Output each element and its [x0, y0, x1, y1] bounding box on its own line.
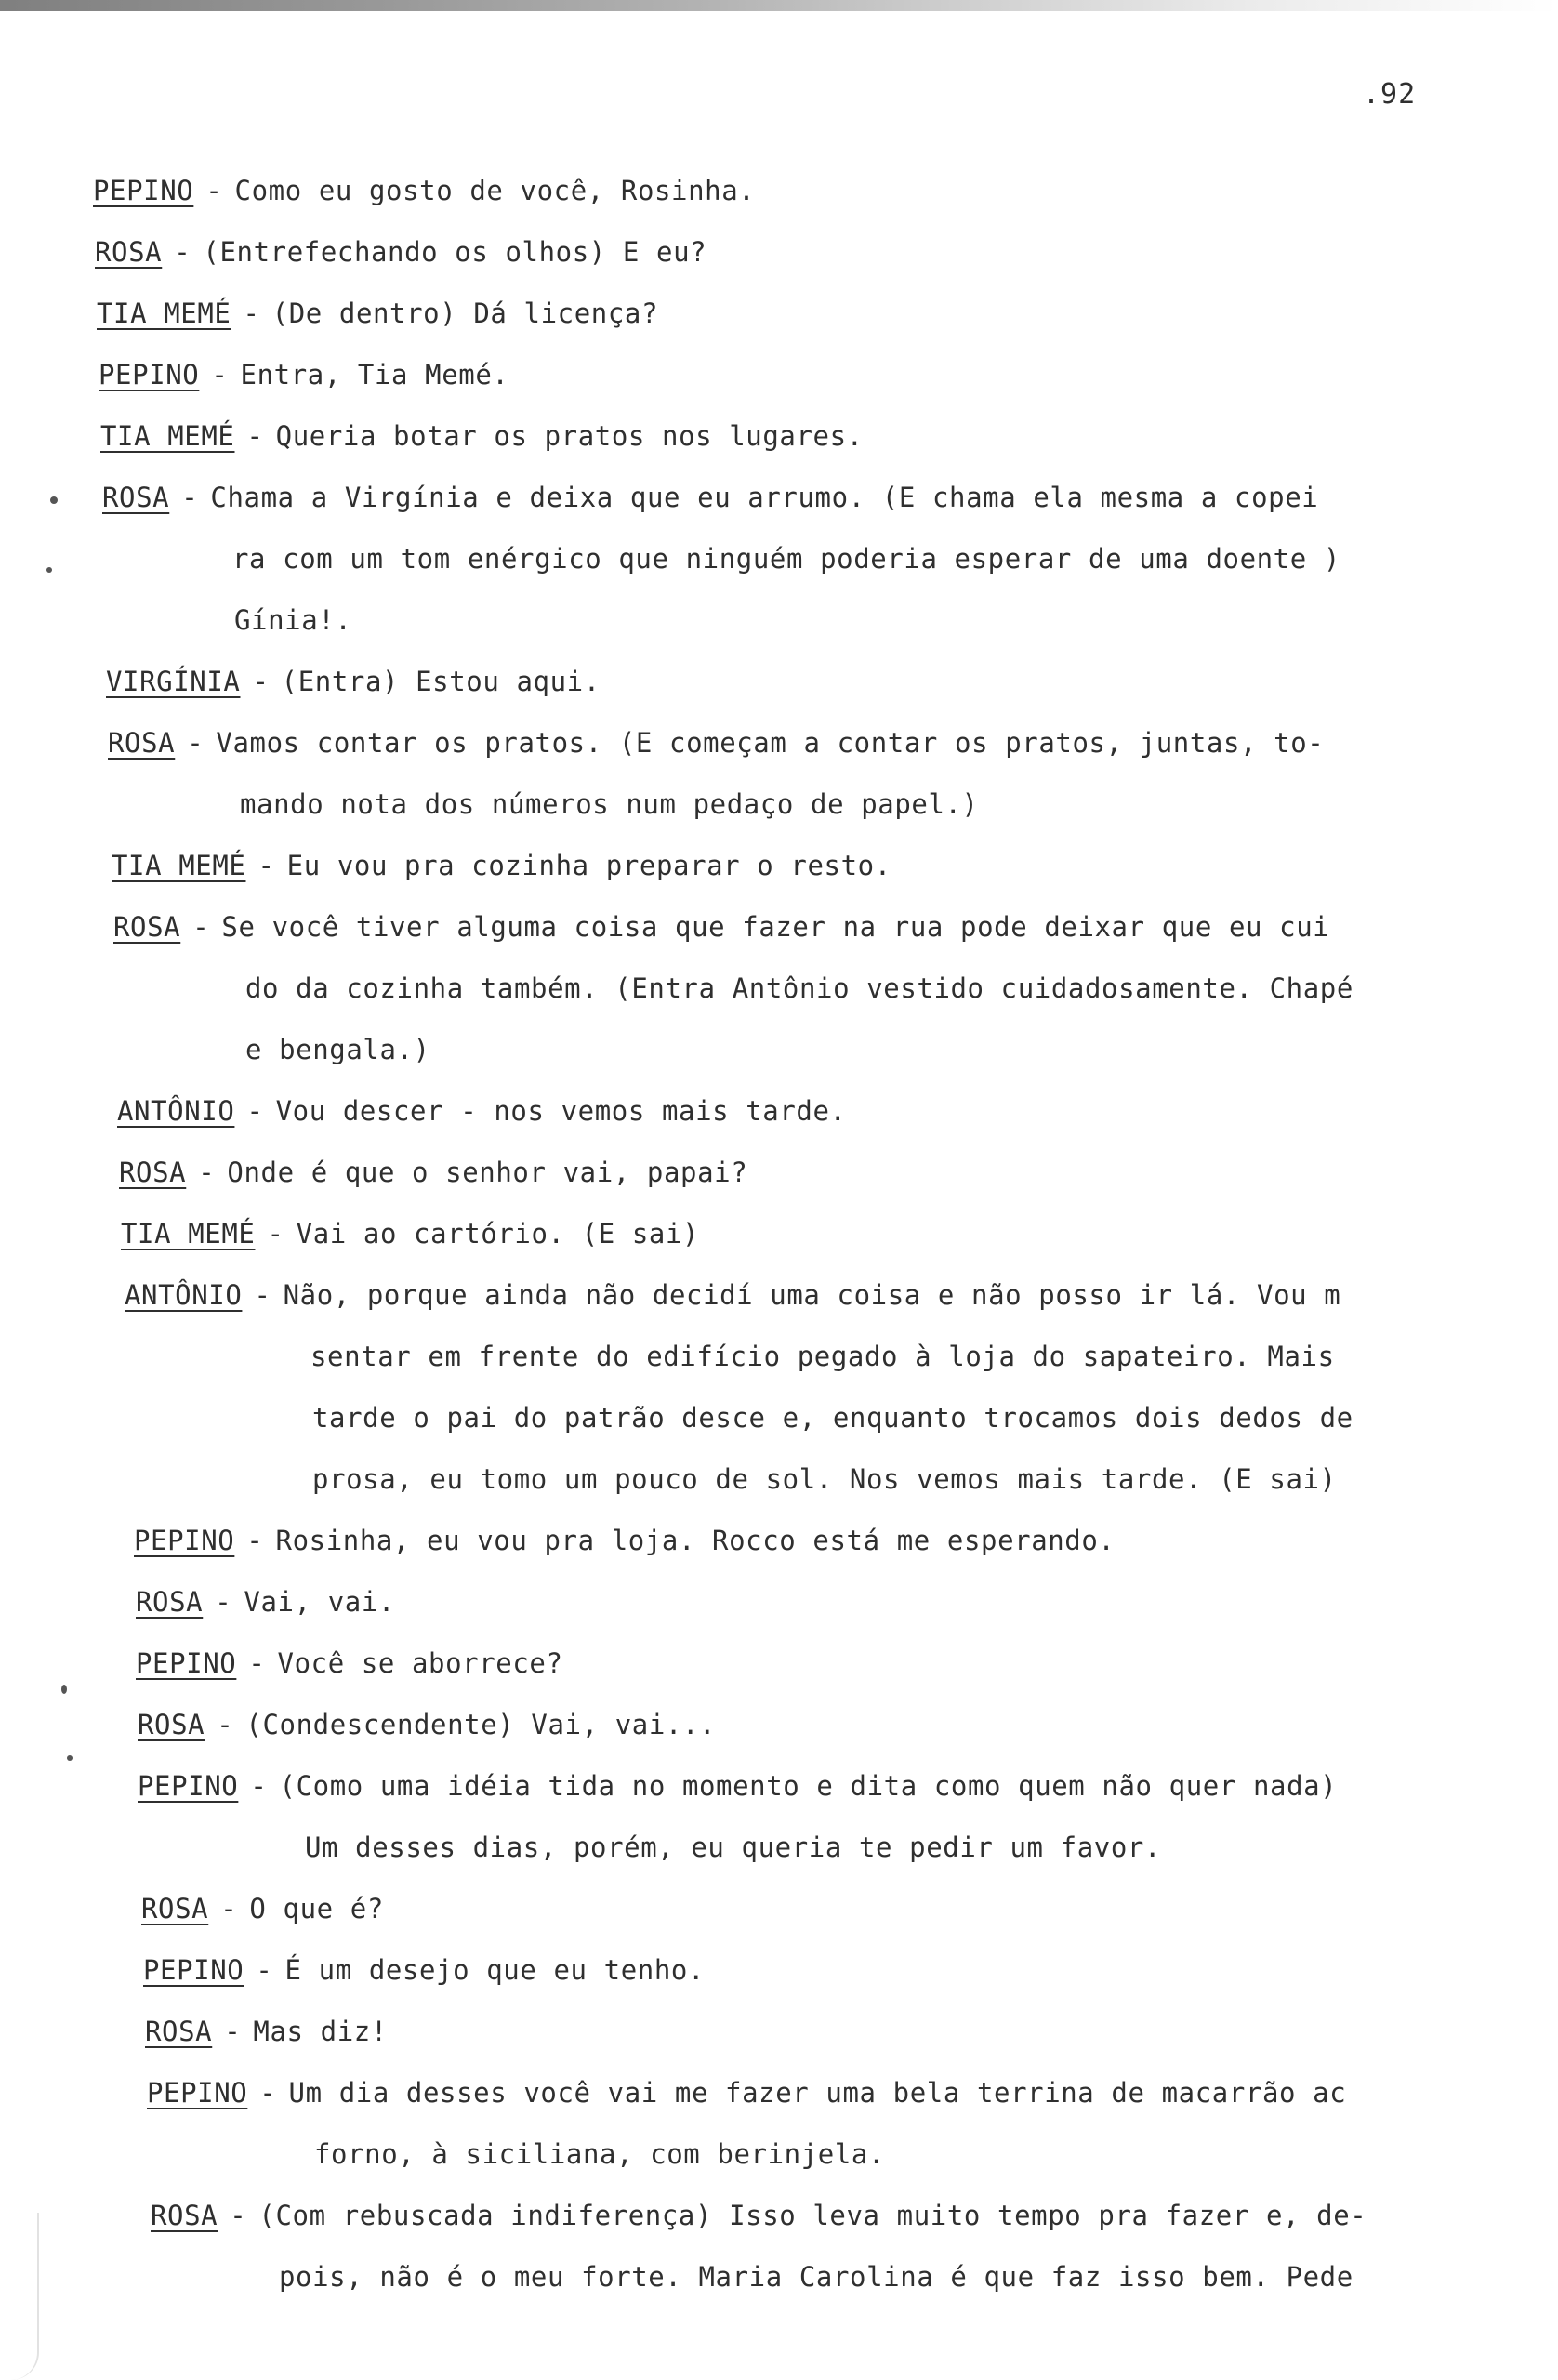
- dash: -: [248, 1647, 266, 1679]
- speaker-name: ROSA: [145, 2016, 213, 2047]
- line-text: do da cozinha também. (Entra Antônio vestido cuidadosamente. Chapé: [245, 972, 1353, 1004]
- speaker-name: PEPINO: [143, 1954, 244, 1986]
- speaker-name: ROSA: [138, 1709, 205, 1740]
- speaker-name: PEPINO: [147, 2077, 248, 2109]
- margin-mark: [46, 567, 52, 573]
- speaker-name: PEPINO: [136, 1647, 237, 1679]
- dialogue-line: [117, 1095, 847, 1127]
- line-text: Vou descer - nos vemos mais tarde.: [275, 1095, 847, 1127]
- line-text: (Entra) Estou aqui.: [281, 666, 601, 697]
- line-text: tarde o pai do patrão desce e, enquanto trocamos dois dedos de: [312, 1402, 1353, 1434]
- dash: -: [220, 1893, 238, 1924]
- dash: -: [192, 911, 210, 943]
- continuation-line: [240, 788, 979, 820]
- dialogue-line: [108, 727, 1325, 759]
- speaker-name: PEPINO: [93, 175, 194, 206]
- line-text: Queria botar os pratos nos lugares.: [275, 420, 864, 452]
- dash: -: [224, 2016, 242, 2047]
- line-text: Vamos contar os pratos. (E começam a contar os pratos, juntas, to-: [216, 727, 1325, 759]
- dialogue-line: [143, 1954, 706, 1986]
- continuation-line: [312, 1463, 1337, 1495]
- line-text: e bengala.): [245, 1034, 430, 1065]
- continuation-line: [279, 2261, 1353, 2293]
- dialogue-line: [97, 300, 658, 327]
- line-text: Gínia!.: [234, 604, 352, 636]
- continuation-line: [245, 1034, 430, 1065]
- dialogue-line: [138, 1709, 717, 1740]
- line-text: (Entrefechando os olhos) E eu?: [203, 236, 707, 268]
- line-text: sentar em frente do edifício pegado à loja do sapateiro. Mais: [310, 1341, 1335, 1372]
- continuation-line: [232, 543, 1340, 575]
- speaker-name: ROSA: [119, 1157, 187, 1188]
- line-text: Como eu gosto de você, Rosinha.: [234, 175, 756, 206]
- line-text: Não, porque ainda não decidí uma coisa e não posso ir lá. Vou m: [283, 1279, 1341, 1311]
- speaker-name: ROSA: [136, 1586, 204, 1618]
- margin-mark: [61, 1685, 67, 1694]
- line-text: (Com rebuscada indiferença) Isso leva muito tempo pra fazer e, de-: [258, 2200, 1367, 2231]
- dash: -: [267, 1218, 284, 1250]
- dash: -: [181, 482, 199, 513]
- dialogue-line: [136, 1647, 563, 1679]
- dash: -: [215, 1586, 232, 1618]
- dialogue-line: [147, 2077, 1347, 2109]
- speaker-name: ROSA: [108, 727, 176, 759]
- line-text: Você se aborrece?: [277, 1647, 563, 1679]
- dash: -: [254, 1279, 271, 1311]
- speaker-name: ROSA: [102, 482, 170, 513]
- dash: -: [246, 1095, 264, 1127]
- dash: -: [246, 420, 264, 452]
- dialogue-line: [119, 1159, 747, 1186]
- dialogue-line: [134, 1527, 1116, 1554]
- speaker-name: ROSA: [113, 911, 181, 943]
- dialogue-line: [151, 2202, 1367, 2229]
- speaker-name: ROSA: [141, 1893, 209, 1924]
- margin-scribble: [0, 2213, 39, 2380]
- page-number: .92: [1363, 78, 1417, 111]
- dash: -: [256, 1954, 273, 1986]
- margin-mark: [50, 496, 58, 504]
- line-text: prosa, eu tomo um pouco de sol. Nos vemos mais tarde. (E sai): [312, 1463, 1337, 1495]
- dialogue-line: [145, 2018, 388, 2045]
- dialogue-line: [125, 1279, 1341, 1311]
- speaker-name: PEPINO: [134, 1525, 235, 1556]
- speaker-name: ROSA: [151, 2200, 218, 2231]
- dash: -: [257, 850, 275, 881]
- continuation-line: [305, 1831, 1162, 1863]
- dash: -: [205, 175, 223, 206]
- dialogue-line: [100, 420, 864, 452]
- line-text: Eu vou pra cozinha preparar o resto.: [286, 850, 891, 881]
- line-text: mando nota dos números num pedaço de papel.): [240, 788, 979, 820]
- dialogue-line: [136, 1586, 395, 1618]
- line-text: Chama a Virgínia e deixa que eu arrumo. (E chama ela mesma a copei: [210, 482, 1319, 513]
- dialogue-line: [99, 359, 509, 390]
- speaker-name: ANTÔNIO: [117, 1095, 235, 1127]
- dash: -: [217, 1709, 234, 1740]
- line-text: pois, não é o meu forte. Maria Carolina é que faz isso bem. Pede: [279, 2261, 1353, 2293]
- speaker-name: TIA MEMÉ: [100, 420, 235, 452]
- dialogue-line: [112, 850, 891, 881]
- dash: -: [243, 298, 260, 329]
- margin-mark: [67, 1755, 73, 1761]
- speaker-name: PEPINO: [99, 359, 200, 390]
- line-text: O que é?: [249, 1893, 384, 1924]
- scan-edge: [0, 0, 1558, 11]
- line-text: Entra, Tia Memé.: [240, 359, 509, 390]
- speaker-name: ROSA: [95, 236, 163, 268]
- speaker-name: VIRGÍNIA: [106, 666, 241, 697]
- dash: -: [211, 359, 229, 390]
- dialogue-line: [102, 484, 1318, 511]
- line-text: Se você tiver alguma coisa que fazer na rua pode deixar que eu cui: [221, 911, 1330, 943]
- line-text: Mas diz!: [253, 2016, 388, 2047]
- dash: -: [250, 1770, 268, 1802]
- line-text: forno, à siciliana, com berinjela.: [314, 2138, 886, 2170]
- dash: -: [198, 1157, 216, 1188]
- continuation-line: [312, 1402, 1353, 1434]
- line-text: Vai ao cartório. (E sai): [296, 1218, 700, 1250]
- dialogue-line: [141, 1893, 384, 1924]
- dash: -: [174, 236, 191, 268]
- dialogue-line: [113, 911, 1330, 943]
- dialogue-line: [95, 236, 707, 268]
- dialogue-line: [138, 1770, 1338, 1802]
- dialogue-line: [121, 1218, 700, 1250]
- line-text: ra com um tom enérgico que ninguém poderia esperar de uma doente ): [232, 543, 1340, 575]
- line-text: Rosinha, eu vou pra loja. Rocco está me esperando.: [275, 1525, 1116, 1556]
- line-text: Um dia desses você vai me fazer uma bela terrina de macarrão ac: [288, 2077, 1347, 2109]
- speaker-name: PEPINO: [138, 1770, 239, 1802]
- line-text: Onde é que o senhor vai, papai?: [227, 1157, 748, 1188]
- speaker-name: TIA MEMÉ: [97, 298, 231, 329]
- dash: -: [187, 727, 205, 759]
- dash: -: [230, 2200, 247, 2231]
- continuation-line: [310, 1343, 1335, 1370]
- dash: -: [259, 2077, 277, 2109]
- line-text: Um desses dias, porém, eu queria te pedir um favor.: [305, 1831, 1162, 1863]
- continuation-line: [234, 604, 352, 636]
- continuation-line: [245, 972, 1353, 1004]
- line-text: (De dentro) Dá licença?: [271, 298, 659, 329]
- dash: -: [246, 1525, 264, 1556]
- line-text: Vai, vai.: [244, 1586, 395, 1618]
- speaker-name: ANTÔNIO: [125, 1279, 243, 1311]
- line-text: É um desejo que eu tenho.: [284, 1954, 706, 1986]
- dialogue-line: [106, 668, 601, 695]
- line-text: (Como uma idéia tida no momento e dita como quem não quer nada): [279, 1770, 1338, 1802]
- dash: -: [252, 666, 270, 697]
- speaker-name: TIA MEMÉ: [112, 850, 246, 881]
- dialogue-line: [93, 175, 756, 206]
- speaker-name: TIA MEMÉ: [121, 1218, 256, 1250]
- line-text: (Condescendente) Vai, vai...: [245, 1709, 717, 1740]
- continuation-line: [314, 2138, 886, 2170]
